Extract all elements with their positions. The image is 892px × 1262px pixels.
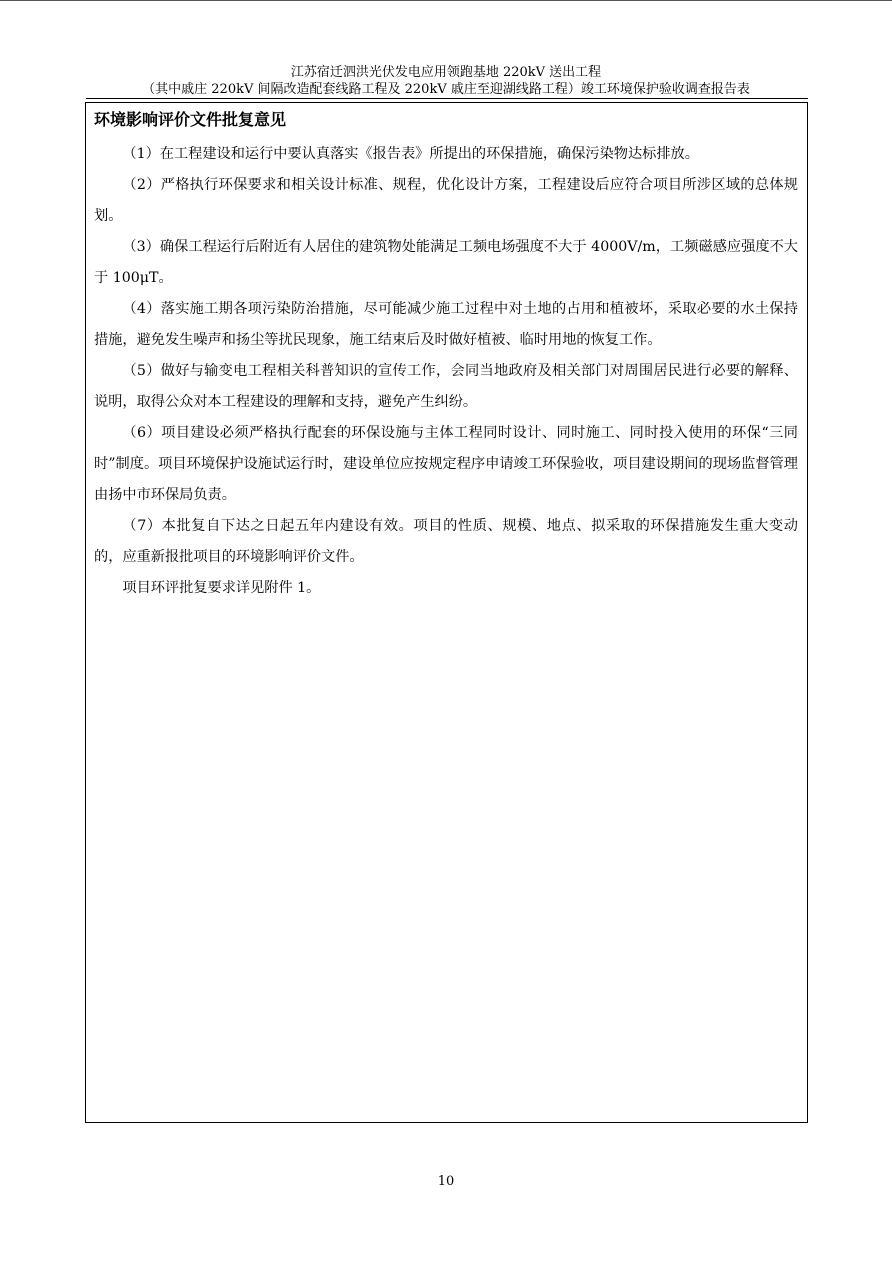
header-title-line-2: （其中戚庄 220kV 间隔改造配套线路工程及 220kV 戚庄至迎湖线路工程）竣工环境保护验收调查报告表: [142, 82, 750, 97]
page-number: 10: [437, 1174, 455, 1189]
top-border-line: [0, 0, 892, 1]
document-header: [0, 64, 892, 98]
attachment-note: 项目环评批复要求详见附件 1。: [122, 580, 321, 596]
opinion-paragraph-6: （6）项目建设必须严格执行配套的环保设施与主体工程同时设计、同时施工、同时投入使用的环保“三同时”制度。项目环境保护设施试运行时，建设单位应按规定程序申请竣工环保验收，项目建设期间的现场监督管理由扬中市环保局负责。: [94, 425, 798, 503]
opinion-paragraph-1: （1）在工程建设和运行中要认真落实《报告表》所提出的环保措施，确保污染物达标排放。: [122, 146, 699, 162]
opinion-paragraph-3: （3）确保工程运行后附近有人居住的建筑物处能满足工频电场强度不大于 4000V/m，工频磁感应强度不大于 100μT。: [94, 239, 798, 286]
section-title: 环境影响评价文件批复意见: [94, 110, 287, 129]
opinion-paragraph-2: （2）严格执行环保要求和相关设计标准、规程，优化设计方案，工程建设后应符合项目所涉区域的总体规划。: [94, 177, 798, 224]
opinion-paragraph-4: （4）落实施工期各项污染防治措施，尽可能减少施工过程中对土地的占用和植被坏，采取必要的水土保持措施，避免发生噪声和扬尘等扰民现象，施工结束后及时做好植被、临时用地的恢复工作。: [94, 301, 798, 348]
opinion-paragraph-7: （7）本批复自下达之日起五年内建设有效。项目的性质、规模、地点、拟采取的环保措施发生重大变动的，应重新报批项目的环境影响评价文件。: [94, 518, 798, 565]
approval-opinion-content: [94, 139, 798, 604]
header-divider: [86, 98, 808, 99]
opinion-paragraph-5: （5）做好与输变电工程相关科普知识的宣传工作，会同当地政府及相关部门对周围居民进行必要的解释、说明，取得公众对本工程建设的理解和支持，避免产生纠纷。: [94, 363, 798, 410]
approval-opinion-table: [85, 102, 808, 1123]
header-title-line-1: 江苏宿迁泗洪光伏发电应用领跑基地 220kV 送出工程: [290, 65, 602, 80]
